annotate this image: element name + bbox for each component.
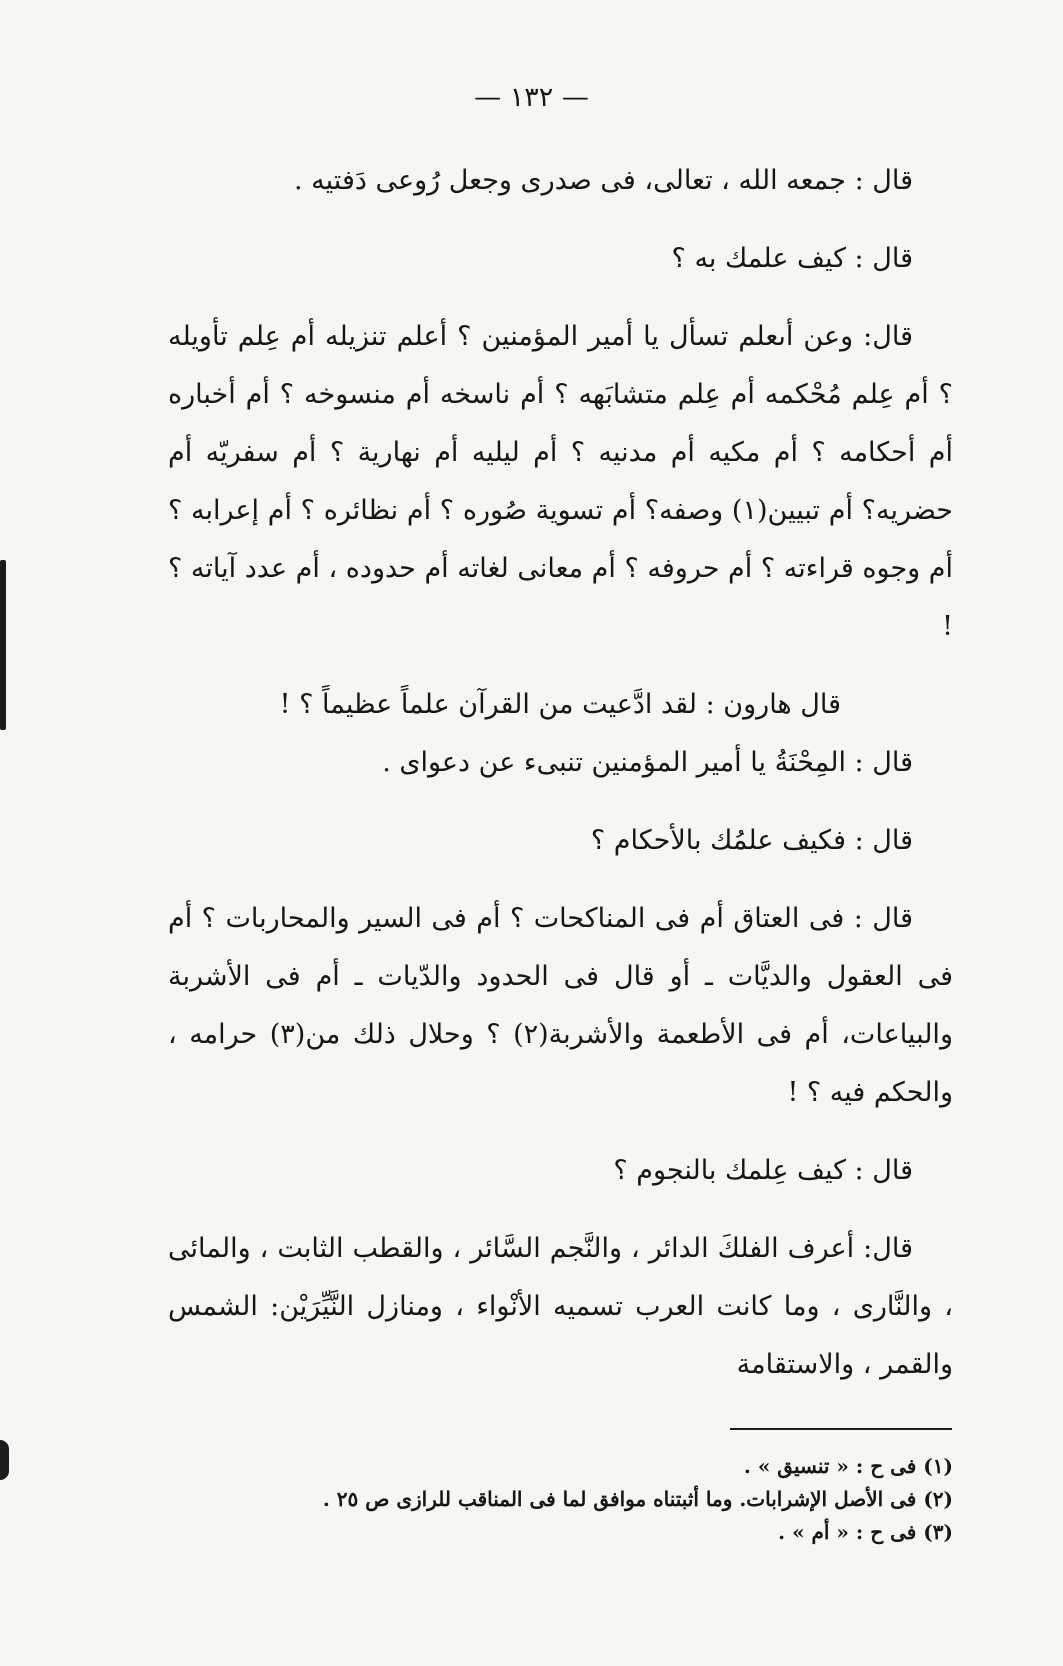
paragraph: قال : كيف عِلمك بالنجوم ؟	[613, 1155, 913, 1186]
scan-edge-mark	[0, 1440, 9, 1480]
main-text	[168, 152, 953, 1394]
page-number: — ١٣٢ —	[474, 82, 589, 113]
paragraph: قال : فكيف علمُك بالأحكام ؟	[590, 825, 913, 856]
scan-edge-mark	[0, 560, 6, 730]
footnote: (١) فى ح : « تنسيق » .	[743, 1454, 953, 1478]
footnote-separator	[730, 1428, 952, 1430]
paragraph: قال هارون : لقد ادَّعيت من القرآن علماً عظيماً ؟ !	[279, 689, 841, 720]
footnote: (٢) فى الأصل الإشرابات. وما أثبتناه موافق لما فى المناقب للرازى ص ٢٥ .	[322, 1487, 953, 1511]
footnotes	[168, 1450, 953, 1549]
footnote: (٣) فى ح : « أم » .	[778, 1520, 953, 1544]
paragraph: قال : جمعه الله ، تعالى، فى صدرى وجعل رُوعى دَفتيه .	[294, 165, 913, 196]
paragraph: قال : فى العتاق أم فى المناكحات ؟ أم فى السير والمحاربات ؟ أم فى العقول والديَّات ـ أو قال فى الحدود والدّيات ـ أم فى الأشربة والبياعات، أم فى الأطعمة والأشربة(٢) ؟ وحلال ذلك من(٣) حرامه ، والحكم فيه ؟ !	[168, 903, 953, 1108]
paragraph: قال: أعرف الفلكَ الدائر ، والنَّجم السَّائر ، والقطب الثابت ، والمائى ، والنَّارى ، وما كانت العرب تسميه الأنْواء ، ومنازل النَّيِّرَيْن: الشمس والقمر ، والاستقامة	[168, 1233, 953, 1380]
paragraph: قال : المِحْنَةُ يا أمير المؤمنين تنبىء عن دعواى .	[382, 747, 913, 778]
paragraph: قال: وعن أىعلم تسأل يا أمير المؤمنين ؟ أعلم تنزيله أم عِلم تأويله ؟ أم عِلم مُحْكمه أم عِلم متشابَهه ؟ أم ناسخه أم منسوخه ؟ أم أخباره أم أحكامه ؟ أم مكيه أم مدنيه ؟ أم ليليه أم نهارية ؟ أم سفريّه أم حضريه؟ أم تبيين(١) وصفه؟ أم تسوية صُوره ؟ أم نظائره ؟ أم إعرابه ؟ أم وجوه قراءته ؟ أم حروفه ؟ أم معانى لغاته أم حدوده ، أم عدد آياته ؟ !	[168, 321, 953, 642]
paragraph: قال : كيف علمك به ؟	[671, 243, 913, 274]
